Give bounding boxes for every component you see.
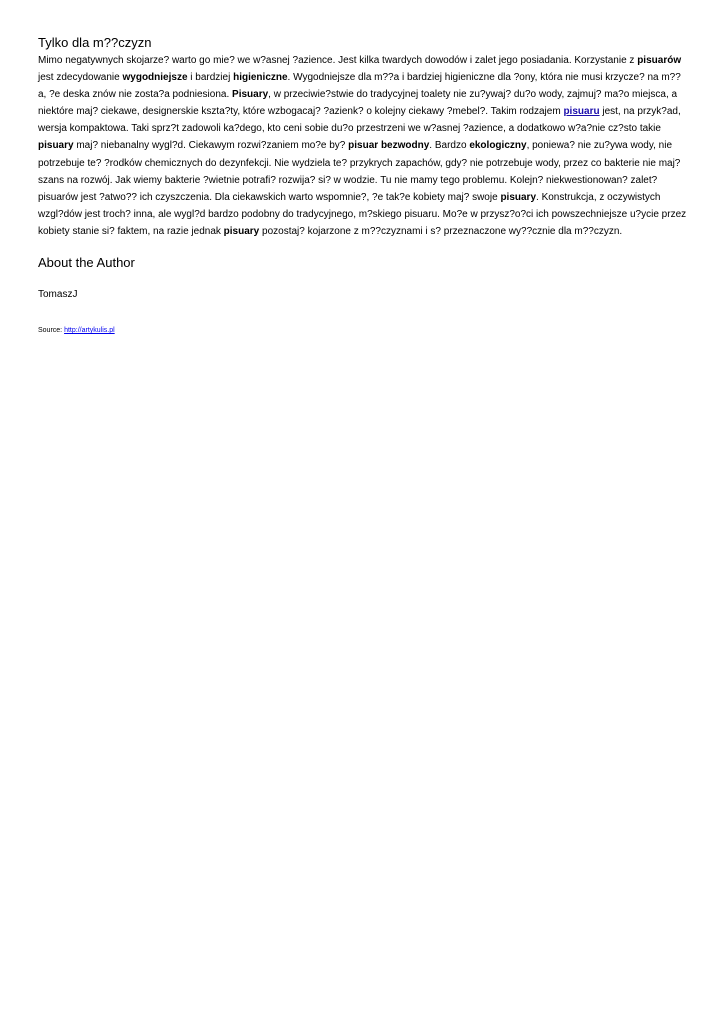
bold-keyword: pisuary [500, 191, 537, 203]
source-line [38, 326, 688, 335]
body-text-segment: Mimo negatywnych skojarze? warto go mie? we w?asnej ?azience. Jest kilka twardych dowodów i zalet jego posiadania. Korzystanie z [38, 55, 638, 66]
body-text-segment: i bardziej [187, 72, 234, 84]
body-text-segment: . Wygodniejsze dla m??a i bardziej higieniczne dla ?ony, która nie musi krzycze? na m??a, ?e deska znów nie zosta?a podniesiona. [38, 72, 681, 101]
bold-keyword: pisuary [223, 225, 260, 237]
bold-keyword: pisuar bezwodny [348, 140, 430, 152]
article-title: Tylko dla m??czyzn [38, 35, 152, 50]
body-text-segment: jest, na przyk?ad, wersja kompaktowa. Taki sprz?t zadowoli ka?dego, kto ceni sobie du?o przestrzeni we w?asnej ?azience, a dodatkowo w?a?nie cz?sto takie [38, 106, 681, 135]
source-link[interactable]: http://artykulis.pl [64, 327, 115, 335]
source-label: Source: [38, 327, 65, 335]
body-text-segment: jest zdecydowanie [38, 72, 123, 84]
bold-keyword: higieniczne [233, 72, 288, 84]
author-heading: About the Author [38, 255, 135, 271]
body-text-segment: , poniewa? nie zu?ywa wody, nie potrzebuje te? ?rodków chemicznych do dezynfekcji. Nie wydziela te? przykrych zapachów, gdy? nie potrzebuje wody, przez co bakterie nie maj? szans na rozwój. Jak wiemy bakterie ?wietnie potrafi? rozwija? si? w wodzie. Tu nie mamy tego problemu. Kolejn? niekwestionowan? zalet? pisuarów jest ?atwo?? ich czyszczenia. Dla ciekawskich warto wspomnie?, ?e tak?e kobiety maj? swoje [38, 140, 681, 203]
body-text-segment: maj? niebanalny wygl?d. Ciekawym rozwi?zaniem mo?e by? [73, 140, 349, 152]
body-text-segment: . Konstrukcja, z oczywistych wzgl?dów jest troch? inna, ale wygl?d bardzo podobny do tradycyjnego, m?skiego pisuaru. Mo?e w przysz?o?ci ich powszechniejsze u?ycie przez kobiety stanie si? faktem, na razie jednak [38, 191, 687, 237]
article-body [38, 52, 688, 240]
keyword-link[interactable]: pisuaru [563, 106, 600, 118]
document-page [38, 35, 688, 335]
body-text-segment: . Bardzo [429, 140, 470, 152]
bold-keyword: ekologiczny [469, 140, 527, 152]
body-text-segment: pozostaj? kojarzone z m??czyznami i s? przeznaczone wy??cznie dla m??czyzn. [259, 225, 623, 237]
bold-keyword: pisuary [38, 140, 74, 152]
body-text-segment: , w przeciwie?stwie do tradycyjnej toalety nie zu?ywaj? du?o wody, zajmuj? ma?o miejsca, a niektóre maj? ciekawe, designerskie kszta?ty, które wzbogacaj? ?azienk? o kolejny ciekawy ?mebel?. Takim rodzajem [38, 89, 678, 118]
bold-keyword: Pisuary [232, 89, 269, 101]
author-name: TomaszJ [38, 289, 78, 301]
bold-keyword: pisuarów [637, 55, 682, 66]
bold-keyword: wygodniejsze [122, 72, 188, 84]
